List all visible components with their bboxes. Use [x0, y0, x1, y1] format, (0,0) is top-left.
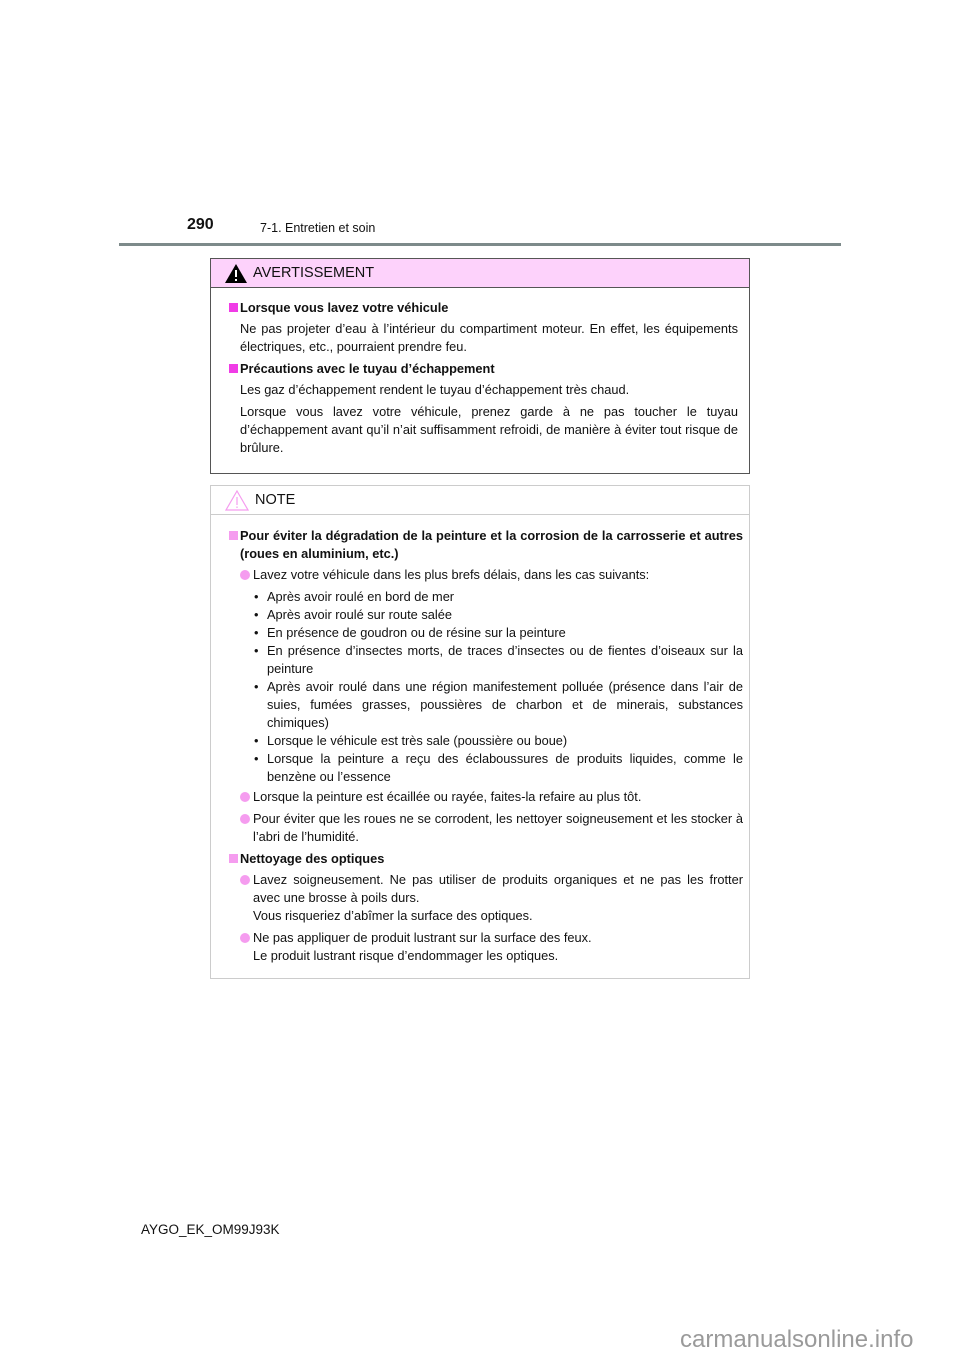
list-item: • En présence de goudron ou de résine sur la peinture	[253, 624, 743, 642]
section-title: 7-1. Entretien et soin	[260, 221, 376, 235]
list-item: • En présence d’insectes morts, de traces d’insectes ou de fientes d’oiseaux sur la peinture	[253, 642, 743, 678]
circle-bullet-icon	[240, 792, 250, 802]
note-item: Ne pas appliquer de produit lustrant sur la surface des feux. Le produit lustrant risque d’endommager les optiques.	[229, 929, 743, 965]
header-rule	[119, 243, 841, 246]
page-number: 290	[187, 216, 214, 233]
note-header	[211, 486, 749, 515]
note-item: Lavez votre véhicule dans les plus brefs délais, dans les cas suivants:	[229, 566, 743, 584]
note-item: Pour éviter que les roues ne se corrodent, les nettoyer soigneusement et les stocker à l’abri de l’humidité.	[229, 810, 743, 846]
caution-triangle-outline-icon	[225, 490, 249, 511]
watermark: carmanualsonline.info	[680, 1326, 914, 1353]
circle-bullet-icon	[240, 875, 250, 885]
circle-bullet-icon	[240, 814, 250, 824]
warning-paragraph: Les gaz d’échappement rendent le tuyau d’échappement très chaud.	[240, 382, 630, 397]
warning-box	[210, 258, 750, 474]
list-item: • Après avoir roulé sur route salée	[253, 606, 743, 624]
warning-heading: Lorsque vous lavez votre véhicule	[229, 299, 738, 317]
note-item: Lorsque la peinture est écaillée ou rayée, faites-la refaire au plus tôt.	[229, 788, 743, 806]
warning-triangle-icon	[225, 264, 247, 283]
warning-heading: Précautions avec le tuyau d’échappement	[229, 360, 738, 378]
circle-bullet-icon	[240, 570, 250, 580]
note-box	[210, 485, 750, 979]
warning-paragraph: Lorsque vous lavez votre véhicule, prenez garde à ne pas toucher le tuyau d’échappement avant qu’il n’ait suffisamment refroidi, de manière à éviter tout risque de brûlure.	[240, 404, 738, 455]
note-title: NOTE	[255, 492, 296, 508]
square-bullet-icon	[229, 364, 238, 373]
note-heading: Nettoyage des optiques	[229, 850, 743, 868]
warning-title: AVERTISSEMENT	[253, 265, 375, 281]
circle-bullet-icon	[240, 933, 250, 943]
list-item: • Lorsque le véhicule est très sale (poussière ou boue)	[253, 732, 743, 750]
list-item: • Après avoir roulé en bord de mer	[253, 588, 743, 606]
warning-header	[211, 259, 749, 288]
note-heading: Pour éviter la dégradation de la peinture et la corrosion de la carrosserie et autres (roues en aluminium, etc.)	[229, 527, 743, 563]
bullet-list	[229, 588, 743, 786]
square-bullet-icon	[229, 854, 238, 863]
square-bullet-icon	[229, 531, 238, 540]
list-item: • Lorsque la peinture a reçu des éclaboussures de produits liquides, comme le benzène ou l’essence	[253, 750, 743, 786]
list-item: • Après avoir roulé dans une région manifestement polluée (présence dans l’air de suies, fumées grasses, poussières de charbon et de minerais, substances chimiques)	[253, 678, 743, 732]
document-code: AYGO_EK_OM99J93K	[141, 1222, 280, 1237]
note-item: Lavez soigneusement. Ne pas utiliser de produits organiques et ne pas les frotter avec une brosse à poils durs. Vous risqueriez d’abîmer la surface des optiques.	[229, 871, 743, 925]
square-bullet-icon	[229, 303, 238, 312]
warning-paragraph: Ne pas projeter d’eau à l’intérieur du compartiment moteur. En effet, les équipements électriques, etc., pourraient prendre feu.	[240, 321, 738, 354]
